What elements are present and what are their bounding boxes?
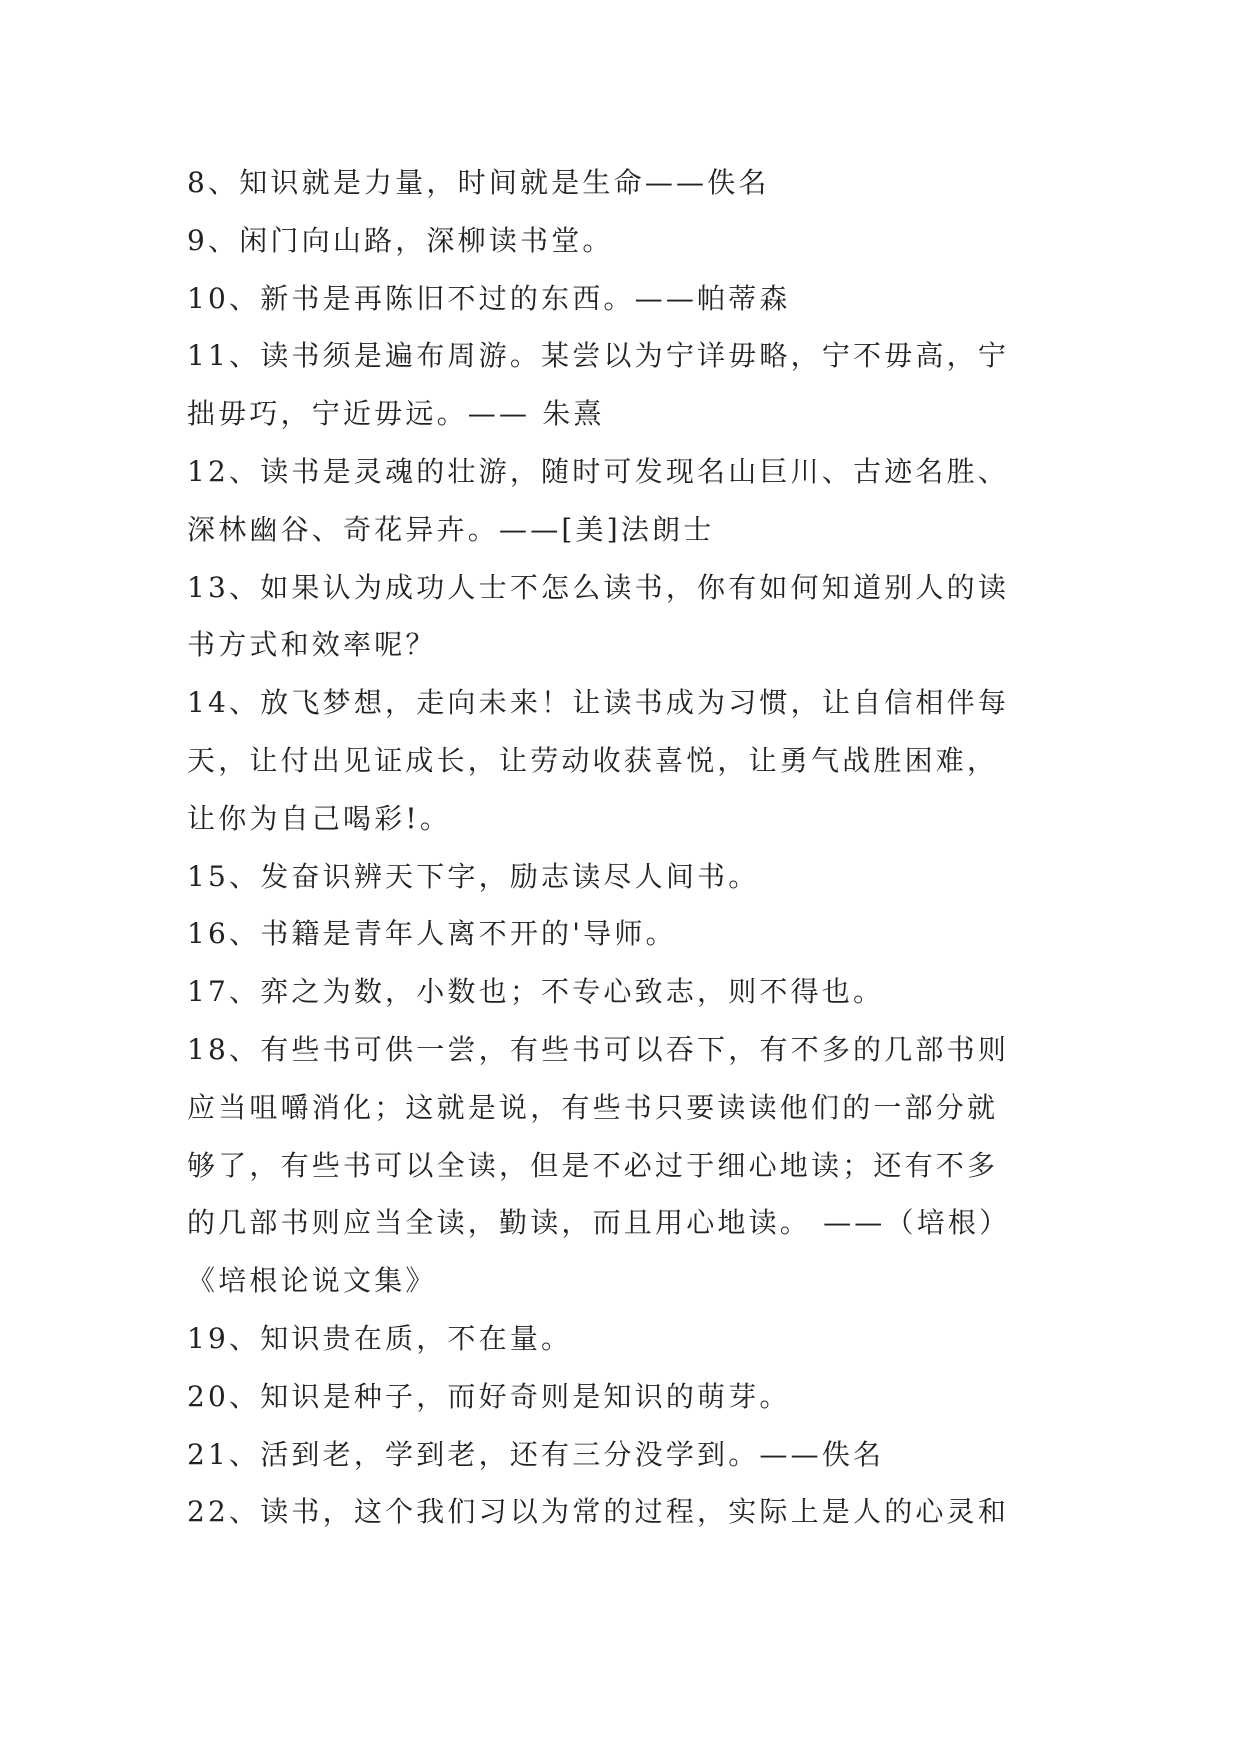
text-line: 10、新书是再陈旧不过的东西。——帕蒂森 <box>187 281 791 315</box>
text-line: 15、发奋识辨天下字，励志读尽人间书。 <box>187 859 760 893</box>
text-line: 13、如果认为成功人士不怎么读书，你有如何知道别人的读 <box>187 570 1010 604</box>
text-line: 11、读书须是遍布周游。某尝以为宁详毋略，宁不毋高，宁 <box>187 339 1010 373</box>
text-line: 8、知识就是力量，时间就是生命——佚名 <box>187 166 770 199</box>
text-line: 应当咀嚼消化；这就是说，有些书只要读读他们的一部分就 <box>187 1090 999 1124</box>
text-line: 的几部书则应当全读，勤读，而且用心地读。 ——（培根） <box>187 1206 1011 1240</box>
text-line: 19、知识贵在质，不在量。 <box>187 1321 573 1355</box>
text-line: 14、放飞梦想，走向未来！让读书成为习惯，让自信相伴每 <box>187 686 1010 720</box>
text-line: 深林幽谷、奇花异卉。——[美]法朗士 <box>187 512 715 546</box>
text-line: 天，让付出见证成长，让劳动收获喜悦，让勇气战胜困难， <box>187 743 999 777</box>
text-line: 9、闲门向山路，深柳读书堂。 <box>187 223 614 257</box>
text-line: 让你为自己喝彩!。 <box>187 801 452 835</box>
document-body <box>187 154 1087 1541</box>
text-line: 18、有些书可供一尝，有些书可以吞下，有不多的几部书则 <box>187 1032 1010 1066</box>
text-line: 20、知识是种子，而好奇则是知识的萌芽。 <box>187 1379 791 1413</box>
text-line: 12、读书是灵魂的壮游，随时可发现名山巨川、古迹名胜、 <box>187 454 1010 488</box>
text-line: 书方式和效率呢？ <box>187 628 437 662</box>
text-line: 16、书籍是青年人离不开的'导师。 <box>187 917 677 951</box>
text-line: 22、读书，这个我们习以为常的过程，实际上是人的心灵和 <box>187 1495 1010 1529</box>
text-line: 21、活到老，学到老，还有三分没学到。——佚名 <box>187 1437 885 1471</box>
text-line: 17、弈之为数，小数也；不专心致志，则不得也。 <box>187 975 885 1009</box>
text-line: 《培根论说文集》 <box>187 1264 437 1298</box>
text-line: 够了，有些书可以全读，但是不必过于细心地读；还有不多 <box>187 1148 999 1182</box>
text-line: 拙毋巧，宁近毋远。—— 朱熹 <box>187 397 605 431</box>
